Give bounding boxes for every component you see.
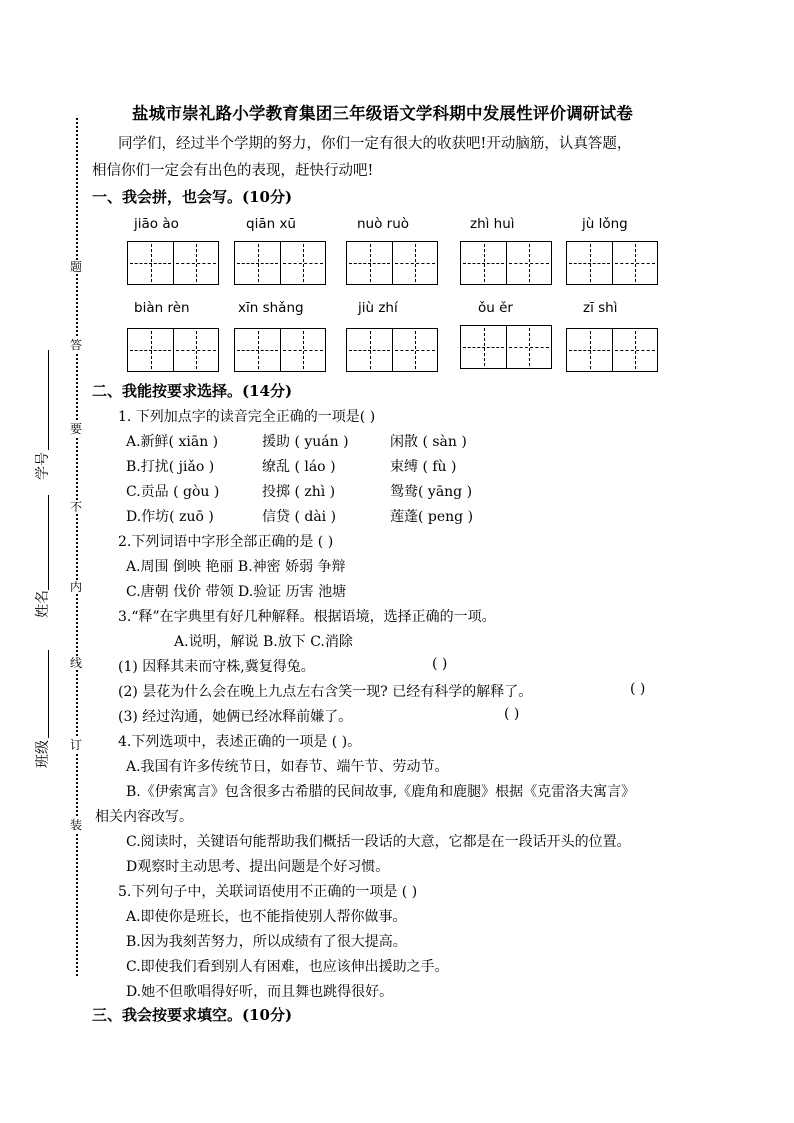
margin-char-zhuang: 装 [70, 818, 83, 832]
student-id-blank[interactable] [48, 350, 49, 450]
name-label: 姓名 [35, 590, 51, 618]
q3-item-3: (3) 经过沟通，她俩已经冰释前嫌了。 [118, 709, 353, 725]
page-title: 盐城市崇礼路小学教育集团三年级语文学科期中发展性评价调研试卷 [132, 104, 633, 123]
section3-heading: 三、我会按要求填空。(10分) [92, 1006, 293, 1024]
writing-grid[interactable] [234, 328, 326, 372]
q3-answer-paren-1[interactable]: ( ) [432, 656, 448, 672]
q3-stem: 3.“释”在字典里有好几种解释。根据语境，选择正确的一项。 [118, 609, 496, 625]
q5-option-c[interactable]: C.即使我们看到别人有困难，也应该伸出援助之手。 [126, 959, 449, 975]
pinyin-9: ǒu ěr [478, 300, 513, 316]
writing-grid[interactable] [234, 241, 326, 285]
margin-char-da: 答 [70, 338, 83, 352]
section1-heading: 一、我会拼，也会写。(10分) [92, 188, 293, 206]
margin-char-ding: 订 [70, 738, 83, 752]
writing-grid[interactable] [127, 241, 219, 285]
q1-option: 莲蓬( peng ) [390, 509, 474, 525]
intro-line-1: 同学们，经过半个学期的努力，你们一定有很大的收获吧!开动脑筋，认真答题， [118, 136, 632, 152]
q5-option-a[interactable]: A.即使你是班长，也不能指使别人帮你做事。 [126, 909, 407, 925]
writing-grid[interactable] [460, 241, 552, 285]
margin-char-bu: 不 [70, 500, 83, 514]
margin-char-ti: 题 [70, 260, 83, 274]
q1-option: 投掷 ( zhì ) [262, 484, 336, 500]
name-blank[interactable] [48, 495, 49, 590]
class-label: 班级 [35, 740, 51, 768]
pinyin-4: zhì huì [470, 216, 515, 232]
q3-options: A.说明，解说 B.放下 C.消除 [174, 634, 353, 650]
q1-option[interactable]: C.贡品 ( gòu ) [126, 484, 220, 500]
q3-answer-paren-3[interactable]: ( ) [504, 706, 520, 722]
pinyin-10: zī shì [583, 300, 618, 316]
writing-grid[interactable] [127, 328, 219, 372]
pinyin-1: jiāo ào [134, 216, 179, 232]
pinyin-8: jiù zhí [358, 300, 398, 316]
q1-stem: 1. 下列加点字的读音完全正确的一项是( ) [118, 409, 376, 425]
q2-stem: 2.下列词语中字形全部正确的是 ( ) [118, 534, 334, 550]
pinyin-3: nuò ruò [357, 216, 410, 232]
q5-stem: 5.下列句子中，关联词语使用不正确的一项是 ( ) [118, 884, 418, 900]
q5-option-b[interactable]: B.因为我刻苦努力，所以成绩有了很大提高。 [126, 934, 407, 950]
student-id-label: 学号 [35, 452, 51, 480]
pinyin-2: qiān xū [246, 216, 296, 232]
writing-grid[interactable] [566, 328, 658, 372]
q1-option: 闲散 ( sàn ) [390, 434, 467, 450]
margin-char-xian: 线 [70, 656, 83, 670]
binding-dotted-line [76, 118, 78, 976]
q1-option[interactable]: A.新鲜( xiān ) [126, 434, 219, 450]
q1-option: 束缚 ( fù ) [390, 459, 457, 475]
writing-grid[interactable] [346, 328, 438, 372]
q1-option: 缭乱 ( láo ) [262, 459, 336, 475]
section2-heading: 二、我能按要求选择。(14分) [92, 382, 293, 400]
q1-option[interactable]: D.作坊( zuō ) [126, 509, 214, 525]
q4-option-a[interactable]: A.我国有许多传统节日，如春节、端午节、劳动节。 [126, 759, 449, 775]
pinyin-5: jù lǒng [582, 216, 628, 232]
writing-grid[interactable] [460, 325, 552, 369]
q4-option-b[interactable]: B.《伊索寓言》包含很多古希腊的民间故事,《鹿角和鹿腿》根据《克雷洛夫寓言》 [126, 784, 636, 800]
q4-option-d[interactable]: D观察时主动思考、提出问题是个好习惯。 [126, 859, 390, 875]
q3-item-2: (2) 昙花为什么会在晚上九点左右含笑一现? 已经有科学的解释了。 [118, 684, 533, 700]
q3-item-1: (1) 因释其耒而守株,冀复得兔。 [118, 659, 315, 675]
q1-option[interactable]: B.打扰( jiǎo ) [126, 459, 215, 475]
writing-grid[interactable] [346, 241, 438, 285]
margin-char-nei: 内 [70, 580, 83, 594]
q2-options-row-1[interactable]: A.周围 倒映 艳丽 B.神密 娇弱 争辩 [126, 559, 346, 575]
q1-option: 信贷 ( dài ) [262, 509, 337, 525]
class-blank[interactable] [48, 650, 49, 738]
q4-option-c[interactable]: C.阅读时，关键语句能帮助我们概括一段话的大意，它都是在一段话开头的位置。 [126, 834, 631, 850]
q1-option: 援助 ( yuán ) [262, 434, 349, 450]
q5-option-d[interactable]: D.她不但歌唱得好听，而且舞也跳得很好。 [126, 984, 394, 1000]
q4-option-b-cont: 相关内容改写。 [95, 809, 193, 825]
margin-char-yao: 要 [70, 422, 83, 436]
pinyin-7: xīn shǎng [238, 300, 304, 316]
q3-answer-paren-2[interactable]: ( ) [630, 681, 646, 697]
q4-stem: 4.下列选项中，表述正确的一项是 ( )。 [118, 734, 362, 750]
q2-options-row-2[interactable]: C.唐朝 伐价 带领 D.验证 历害 池塘 [126, 584, 347, 600]
q1-option: 鸳鸯( yāng ) [390, 484, 473, 500]
intro-line-2: 相信你们一定会有出色的表现，赶快行动吧! [92, 163, 374, 179]
pinyin-6: biàn rèn [134, 300, 190, 316]
writing-grid[interactable] [566, 241, 658, 285]
